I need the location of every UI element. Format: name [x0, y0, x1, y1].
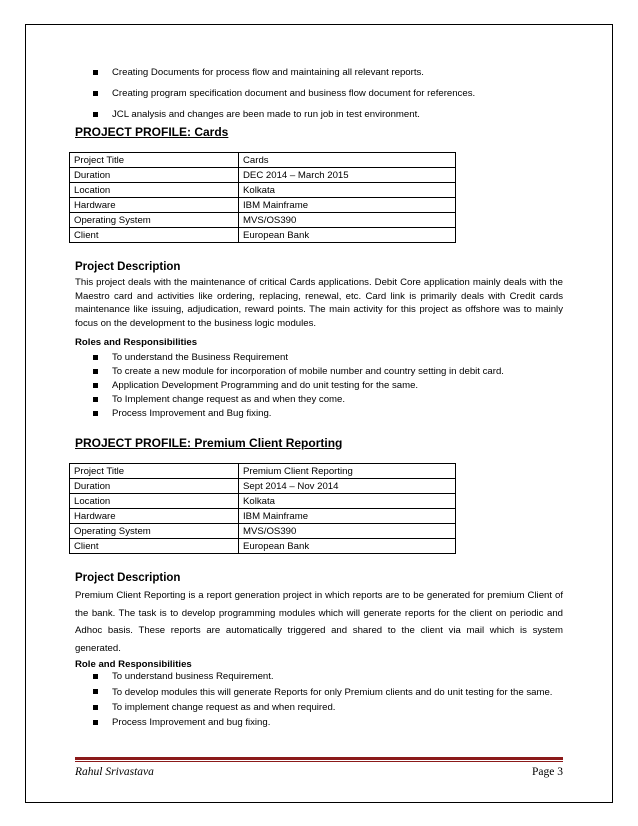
table-row	[70, 228, 456, 243]
project-1-roles-heading: Roles and Responsibilities	[75, 337, 198, 348]
table-row	[70, 524, 456, 539]
table-row	[70, 479, 456, 494]
table-cell: European Bank	[239, 539, 456, 554]
table-cell: MVS/OS390	[239, 524, 456, 539]
table-row	[70, 539, 456, 554]
table-row	[70, 198, 456, 213]
list-item: Creating program specification document and business flow document for references.	[75, 87, 563, 108]
table-cell: Location	[70, 183, 239, 198]
project-2-roles-heading: Role and Responsibilities	[75, 659, 192, 670]
table-cell: Cards	[239, 153, 456, 168]
list-item: To create a new module for incorporation of mobile number and country setting in debit card.	[75, 365, 563, 379]
table-cell: IBM Mainframe	[239, 198, 456, 213]
project-2-table	[69, 463, 456, 554]
table-cell: Location	[70, 494, 239, 509]
table-cell: Premium Client Reporting	[239, 464, 456, 479]
footer-rule	[75, 757, 563, 760]
project-1-heading: PROJECT PROFILE: Cards	[75, 125, 229, 139]
table-cell: Sept 2014 – Nov 2014	[239, 479, 456, 494]
list-item: To Implement change request as and when they come.	[75, 393, 563, 407]
table-row	[70, 168, 456, 183]
project-2-description: Premium Client Reporting is a report generation project in which reports are to be generated for premium Client of the bank. The task is to develop programming modules which will generate reports for the client on periodic and Adhoc basis. These reports are automatically triggered and shared to the client via mail which is system generated.	[75, 590, 563, 654]
table-row	[70, 183, 456, 198]
footer-rule-thin	[75, 761, 563, 762]
project-1-roles-list	[75, 351, 563, 421]
table-cell: Operating System	[70, 524, 239, 539]
project-2-description-heading: Project Description	[75, 572, 181, 584]
table-cell: Project Title	[70, 153, 239, 168]
table-row	[70, 213, 456, 228]
table-row	[70, 494, 456, 509]
table-cell: Client	[70, 228, 239, 243]
project-2-roles-list	[75, 670, 563, 730]
list-item: To understand the Business Requirement	[75, 351, 563, 365]
table-row	[70, 509, 456, 524]
project-1-description-heading: Project Description	[75, 261, 181, 273]
list-item: Creating Documents for process flow and maintaining all relevant reports.	[75, 66, 563, 87]
project-1-table	[69, 152, 456, 243]
list-item: JCL analysis and changes are been made to run job in test environment.	[75, 108, 563, 129]
table-cell: DEC 2014 – March 2015	[239, 168, 456, 183]
list-item: Process Improvement and Bug fixing.	[75, 407, 563, 421]
list-item: To develop modules this will generate Reports for only Premium clients and do unit testing for the same.	[75, 685, 563, 700]
table-cell: Kolkata	[239, 183, 456, 198]
table-cell: European Bank	[239, 228, 456, 243]
project-2-heading: PROJECT PROFILE: Premium Client Reporting	[75, 436, 343, 450]
intro-bullet-list	[75, 66, 563, 129]
table-cell: Duration	[70, 479, 239, 494]
table-row	[70, 153, 456, 168]
table-cell: Hardware	[70, 509, 239, 524]
list-item: Application Development Programming and do unit testing for the same.	[75, 379, 563, 393]
list-item: Process Improvement and bug fixing.	[75, 716, 563, 730]
footer-author-name: Rahul Srivastava	[75, 766, 154, 778]
footer-page-number: Page 3	[532, 766, 563, 778]
table-cell: Client	[70, 539, 239, 554]
list-item: To understand business Requirement.	[75, 670, 563, 684]
table-cell: Kolkata	[239, 494, 456, 509]
table-cell: Duration	[70, 168, 239, 183]
list-item: To implement change request as and when required.	[75, 701, 563, 715]
table-cell: IBM Mainframe	[239, 509, 456, 524]
table-cell: Operating System	[70, 213, 239, 228]
table-row	[70, 464, 456, 479]
table-cell: Project Title	[70, 464, 239, 479]
project-1-description: This project deals with the maintenance of critical Cards applications. Debit Core application mainly deals with the Maestro card and activities like ordering, replacing, renewal, etc. Card link is primarily deals with Credit cards maintenance like issuing, adjudication, reward points. The main activity for this project as offshore was to mainly focus on the development to the business logic modules.	[75, 277, 563, 329]
table-cell: Hardware	[70, 198, 239, 213]
table-cell: MVS/OS390	[239, 213, 456, 228]
